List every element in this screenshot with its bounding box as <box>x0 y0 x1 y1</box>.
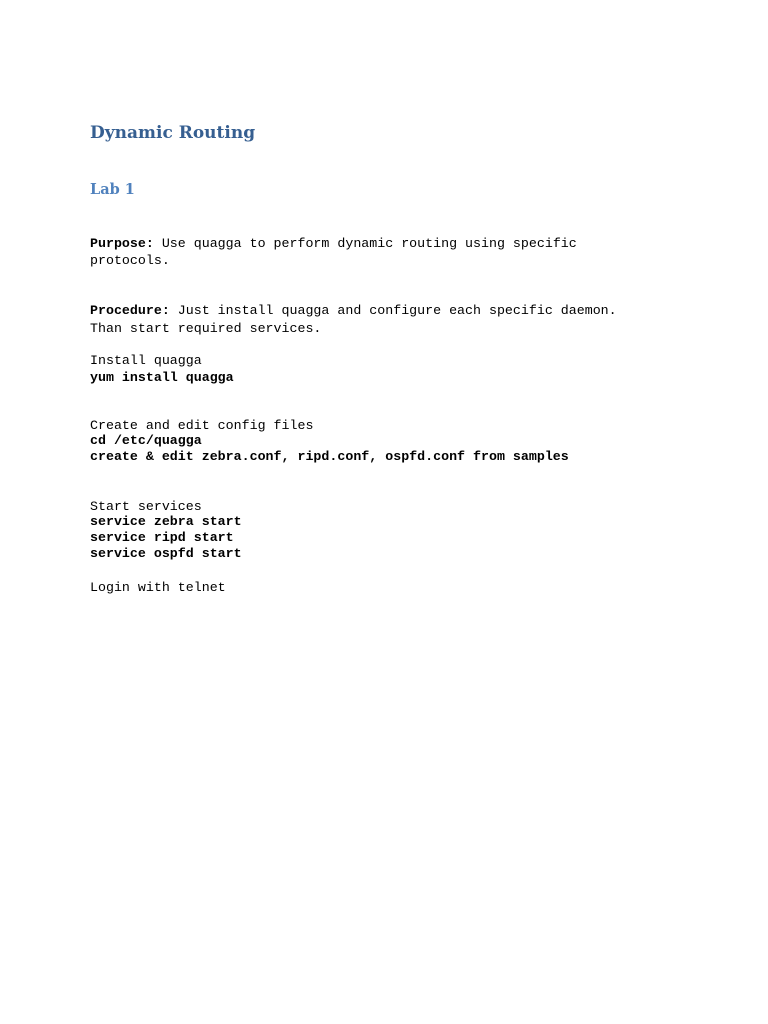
service-ospfd-command: service ospfd start <box>90 546 242 561</box>
install-command: yum install quagga <box>90 370 234 385</box>
procedure-line-1 <box>90 303 617 319</box>
purpose-label: Purpose: <box>90 236 154 251</box>
procedure-label: Procedure: <box>90 303 170 318</box>
procedure-line-2: Than start required services. <box>90 321 322 336</box>
config-command-cd: cd /etc/quagga <box>90 433 202 448</box>
install-caption: Install quagga <box>90 353 202 368</box>
services-caption: Start services <box>90 499 202 514</box>
config-caption: Create and edit config files <box>90 418 314 433</box>
lab-heading: Lab 1 <box>90 181 135 198</box>
purpose-line-2: protocols. <box>90 253 170 268</box>
service-zebra-command: service zebra start <box>90 514 242 529</box>
config-command-edit: create & edit zebra.conf, ripd.conf, ospfd.conf from samples <box>90 449 569 464</box>
document-title: Dynamic Routing <box>90 123 256 143</box>
purpose-text: Use quagga to perform dynamic routing using specific <box>153 236 577 251</box>
service-ripd-command: service ripd start <box>90 530 234 545</box>
purpose-line-1 <box>90 236 577 252</box>
procedure-text: Just install quagga and configure each specific daemon. <box>169 303 617 318</box>
login-caption: Login with telnet <box>90 580 226 595</box>
